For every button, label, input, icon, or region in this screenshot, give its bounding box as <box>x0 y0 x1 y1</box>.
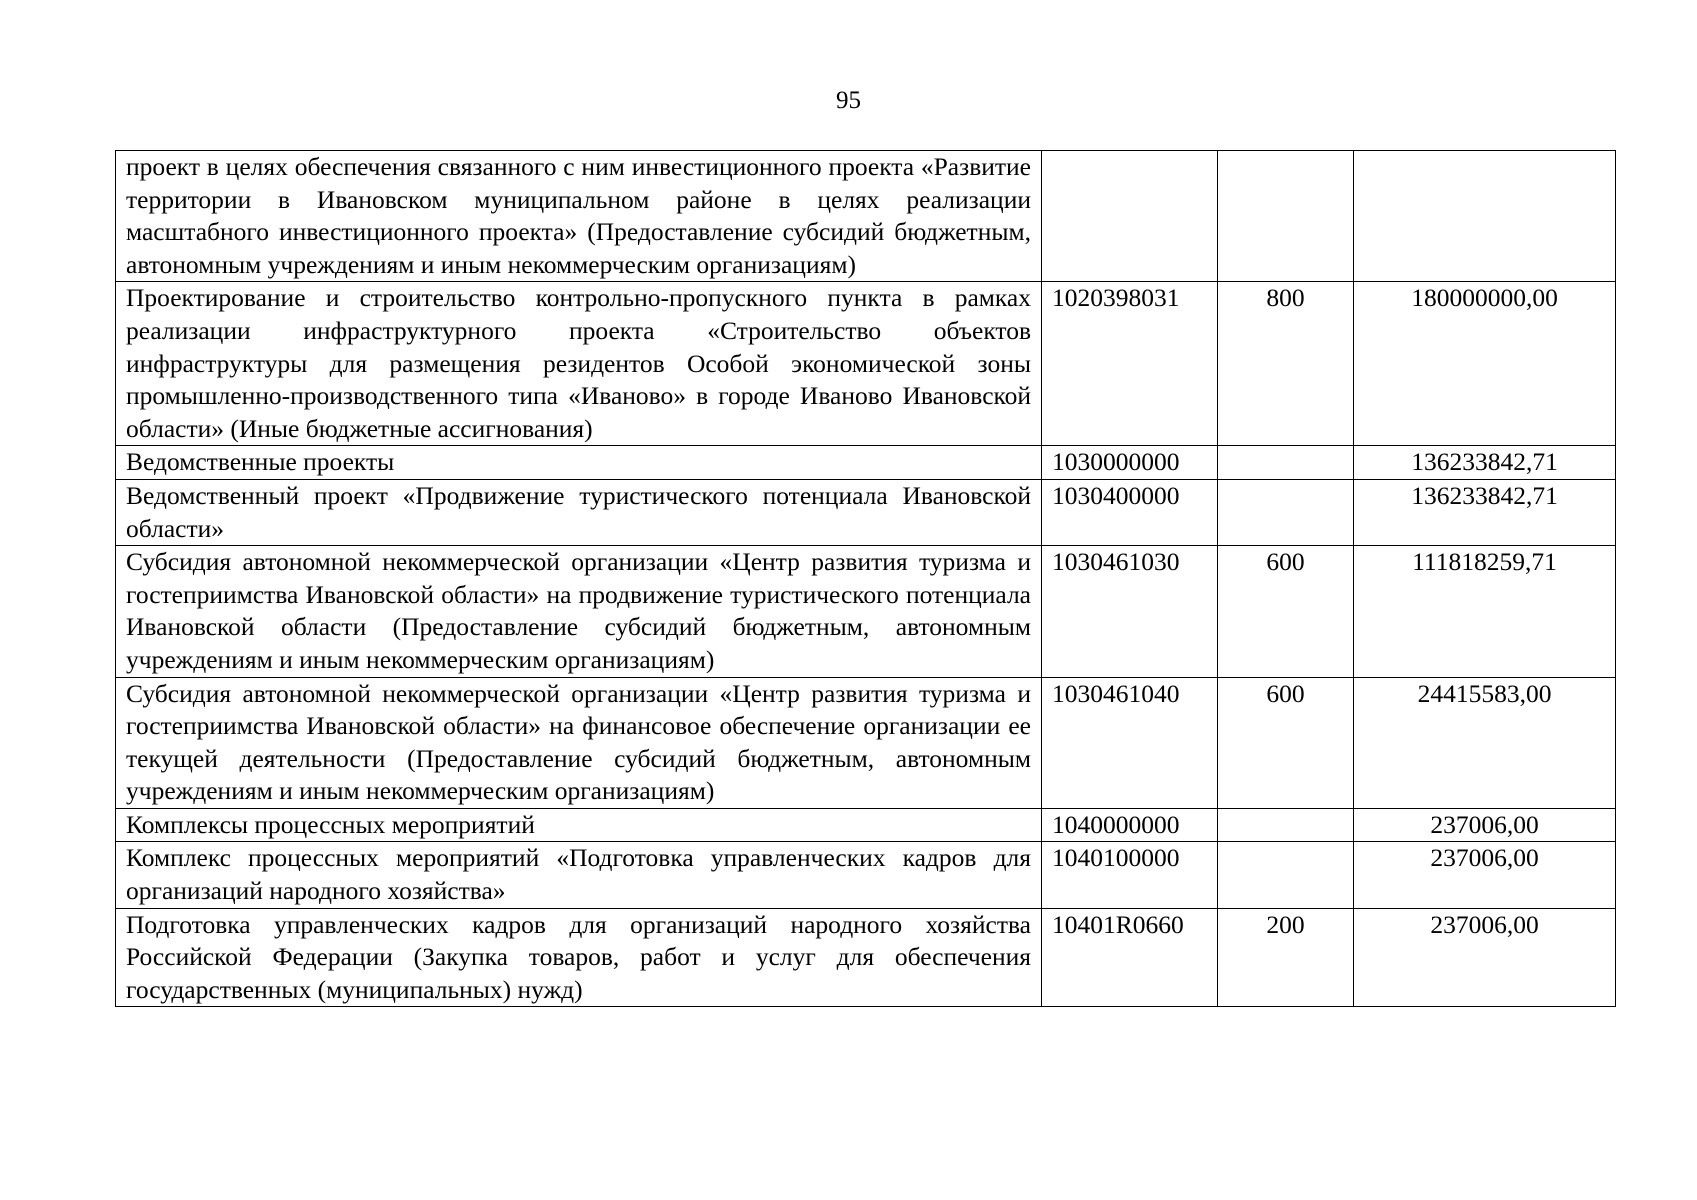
row-type-cell: 600 <box>1218 546 1354 677</box>
row-code-cell: 1030000000 <box>1042 446 1218 480</box>
row-code-cell: 10401R0660 <box>1042 908 1218 1007</box>
table-row <box>116 546 1616 677</box>
row-code-cell: 1020398031 <box>1042 282 1218 446</box>
row-sum-cell: 237006,00 <box>1354 842 1616 908</box>
row-code-cell: 1030461040 <box>1042 677 1218 808</box>
budget-table <box>115 150 1616 1007</box>
row-code-cell <box>1042 151 1218 282</box>
row-name-cell: Комплекс процессных мероприятий «Подготовка управленческих кадров для организаций народного хозяйства» <box>116 842 1042 908</box>
row-sum-cell: 24415583,00 <box>1354 677 1616 808</box>
row-name-cell: Подготовка управленческих кадров для организаций народного хозяйства Российской Федерации (Закупка товаров, работ и услуг для обеспечения государственных (муниципальных) нужд) <box>116 908 1042 1007</box>
row-name-cell: Ведомственные проекты <box>116 446 1042 480</box>
page-number: 95 <box>836 87 861 114</box>
row-name-cell: Комплексы процессных мероприятий <box>116 808 1042 842</box>
row-name-cell: Субсидия автономной некоммерческой организации «Центр развития туризма и гостеприимства Ивановской области» на финансовое обеспечение организации ее текущей деятельности (Предоставление субсидий бюджетным, автономным учреждениям и иным некоммерческим организациям) <box>116 677 1042 808</box>
row-type-cell <box>1218 479 1354 545</box>
row-type-cell <box>1218 151 1354 282</box>
table-row <box>116 808 1616 842</box>
row-type-cell <box>1218 808 1354 842</box>
row-type-cell: 600 <box>1218 677 1354 808</box>
row-sum-cell: 180000000,00 <box>1354 282 1616 446</box>
row-name-cell: Субсидия автономной некоммерческой организации «Центр развития туризма и гостеприимства Ивановской области» на продвижение туристического потенциала Ивановской области (Предоставление субсидий бюджетным, автономным учреждениям и иным некоммерческим организациям) <box>116 546 1042 677</box>
row-type-cell <box>1218 446 1354 480</box>
row-type-cell: 800 <box>1218 282 1354 446</box>
row-type-cell <box>1218 842 1354 908</box>
row-code-cell: 1040000000 <box>1042 808 1218 842</box>
table-row <box>116 446 1616 480</box>
row-type-cell: 200 <box>1218 908 1354 1007</box>
table-row <box>116 677 1616 808</box>
row-sum-cell: 237006,00 <box>1354 808 1616 842</box>
row-sum-cell: 136233842,71 <box>1354 446 1616 480</box>
row-name-cell: проект в целях обеспечения связанного с ним инвестиционного проекта «Развитие территории в Ивановском муниципальном районе в целях реализации масштабного инвестиционного проекта» (Предоставление субсидий бюджетным, автономным учреждениям и иным некоммерческим организациям) <box>116 151 1042 282</box>
table-row <box>116 151 1616 282</box>
table-row <box>116 842 1616 908</box>
table-row <box>116 282 1616 446</box>
row-sum-cell: 237006,00 <box>1354 908 1616 1007</box>
row-code-cell: 1030400000 <box>1042 479 1218 545</box>
row-name-cell: Ведомственный проект «Продвижение туристического потенциала Ивановской области» <box>116 479 1042 545</box>
row-name-cell: Проектирование и строительство контрольно-пропускного пункта в рамках реализации инфраструктурного проекта «Строительство объектов инфраструктуры для размещения резидентов Особой экономической зоны промышленно-производственного типа «Иваново» в городе Иваново Ивановской области» (Иные бюджетные ассигнования) <box>116 282 1042 446</box>
row-sum-cell: 136233842,71 <box>1354 479 1616 545</box>
table-row <box>116 908 1616 1007</box>
row-sum-cell <box>1354 151 1616 282</box>
row-code-cell: 1030461030 <box>1042 546 1218 677</box>
row-sum-cell: 111818259,71 <box>1354 546 1616 677</box>
table-row <box>116 479 1616 545</box>
row-code-cell: 1040100000 <box>1042 842 1218 908</box>
